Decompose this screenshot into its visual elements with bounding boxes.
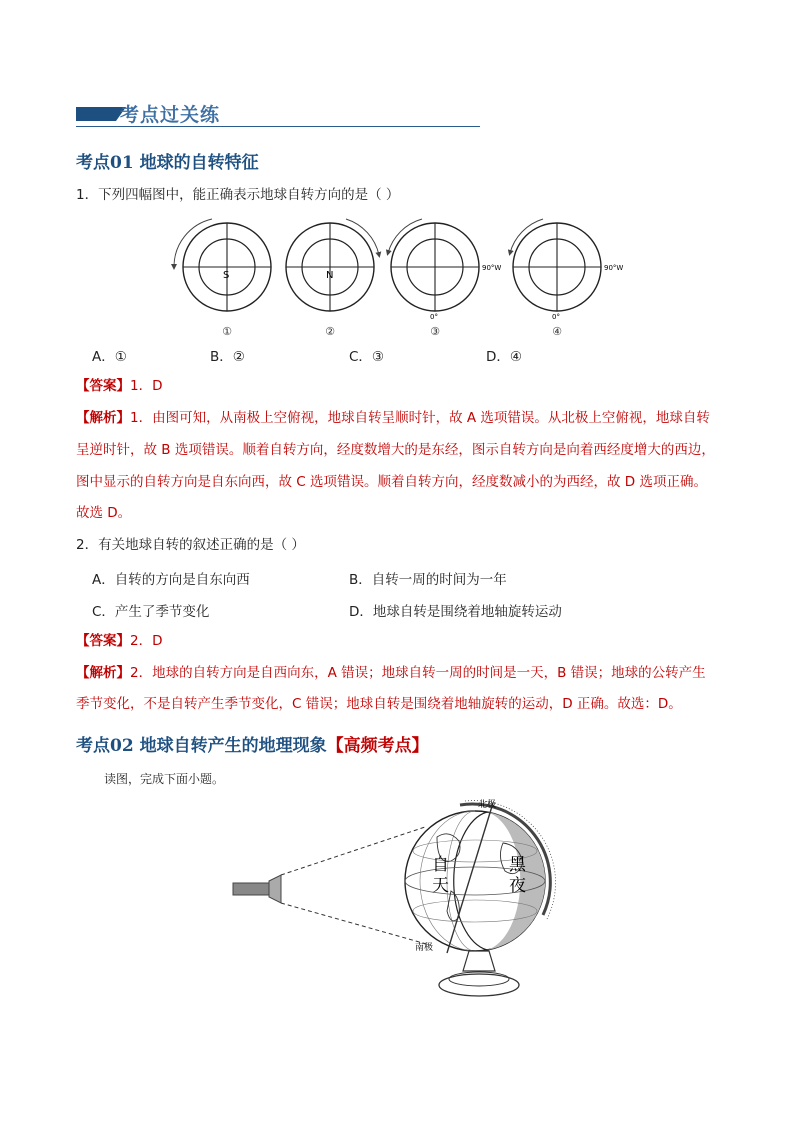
q1-answer-text: 1．D [130, 378, 163, 394]
figure-1-globe [174, 219, 271, 311]
globe-stand [439, 951, 519, 996]
figure-2-label: ② [325, 325, 335, 338]
q1-answer [76, 376, 162, 396]
banner-bar [76, 107, 116, 121]
q1-option-b[interactable]: B．② [210, 349, 245, 365]
q1-analysis-line-4: 故选 D。 [76, 505, 132, 521]
flashlight-icon [233, 875, 281, 903]
q1-option-a[interactable]: A．① [92, 349, 127, 365]
q2-option-b[interactable]: B．自转一周的时间为一年 [349, 572, 507, 588]
q2-answer [76, 631, 162, 651]
banner-title: 考点过关练 [120, 104, 221, 126]
q2-answer-tag: 【答案】 [76, 633, 130, 649]
south-pole-label: 南极 [415, 943, 434, 953]
section2-heading-text: 考点02 地球自转产生的地理现象 [76, 736, 327, 756]
figure-1-pole-label: S [223, 270, 230, 281]
globe-icon [405, 801, 556, 953]
banner-underline [76, 126, 480, 127]
q1-analysis-line-2: 呈逆时针，故 B 选项错误。顺着自转方向，经度数增大的是东经，图示自转方向是向着西经度增大的西边， [76, 442, 715, 458]
section2-heading [76, 731, 429, 756]
reading-intro: 读图，完成下面小题。 [104, 772, 225, 786]
q2-option-d[interactable]: D．地球自转是围绕着地轴旋转运动 [349, 604, 562, 620]
figure-3-lon-label: 90°W [482, 264, 502, 272]
q1-analysis-line-3: 图中显示的自转方向是自东向西，故 C 选项错误。顺着自转方向，经度数减小的为西经，故 D 选项正确。 [76, 474, 707, 490]
figure-3-zero-label: 0° [430, 313, 438, 321]
q2-analysis-line-2: 季节变化，不是自转产生季节变化，C 错误；地球自转是围绕着地轴旋转的运动，D 正确。故选：D。 [76, 696, 682, 712]
figure-3-globe [388, 219, 501, 321]
section2-hot-tag: 【高频考点】 [326, 736, 429, 756]
figure-1-label: ① [222, 325, 232, 338]
night-label-1: 黑 [509, 855, 526, 875]
figure-3-label: ③ [430, 325, 440, 338]
q1-analysis-line-1 [76, 408, 710, 428]
north-pole-label: 北极 [478, 800, 497, 810]
q1-analysis-tag: 【解析】 [76, 410, 130, 426]
figure-2-globe [286, 219, 379, 311]
figure-4-globe [510, 219, 623, 321]
day-label-1: 自 [432, 855, 449, 875]
night-label-2: 夜 [509, 876, 526, 896]
globe-illustration [225, 795, 565, 1005]
q1-figures [160, 215, 640, 340]
q2-stem: 2．有关地球自转的叙述正确的是（ ） [76, 537, 305, 553]
q1-answer-tag: 【答案】 [76, 378, 130, 394]
figure-4-label: ④ [552, 325, 562, 338]
q2-analysis-text-1: 2．地球的自转方向是自西向东，A 错误；地球自转一周的时间是一天，B 错误；地球的公转产生 [130, 665, 706, 681]
q2-option-c[interactable]: C．产生了季节变化 [92, 604, 210, 620]
q1-stem: 1．下列四幅图中，能正确表示地球自转方向的是（ ） [76, 187, 400, 203]
q1-option-c[interactable]: C．③ [349, 349, 385, 365]
q2-option-a[interactable]: A．自转的方向是自东向西 [92, 572, 250, 588]
q2-analysis-tag: 【解析】 [76, 665, 130, 681]
q2-answer-text: 2．D [130, 633, 163, 649]
q1-option-d[interactable]: D．④ [486, 349, 522, 365]
q1-analysis-text-1: 1．由图可知，从南极上空俯视，地球自转呈顺时针，故 A 选项错误。从北极上空俯视，地球自转 [130, 410, 710, 426]
section1-heading: 考点01 地球的自转特征 [76, 153, 259, 173]
day-label-2: 天 [432, 876, 449, 896]
figure-4-zero-label: 0° [552, 313, 560, 321]
figure-2-pole-label: N [326, 270, 334, 281]
q2-analysis-line-1 [76, 663, 706, 683]
figure-4-lon-label: 90°W [604, 264, 624, 272]
